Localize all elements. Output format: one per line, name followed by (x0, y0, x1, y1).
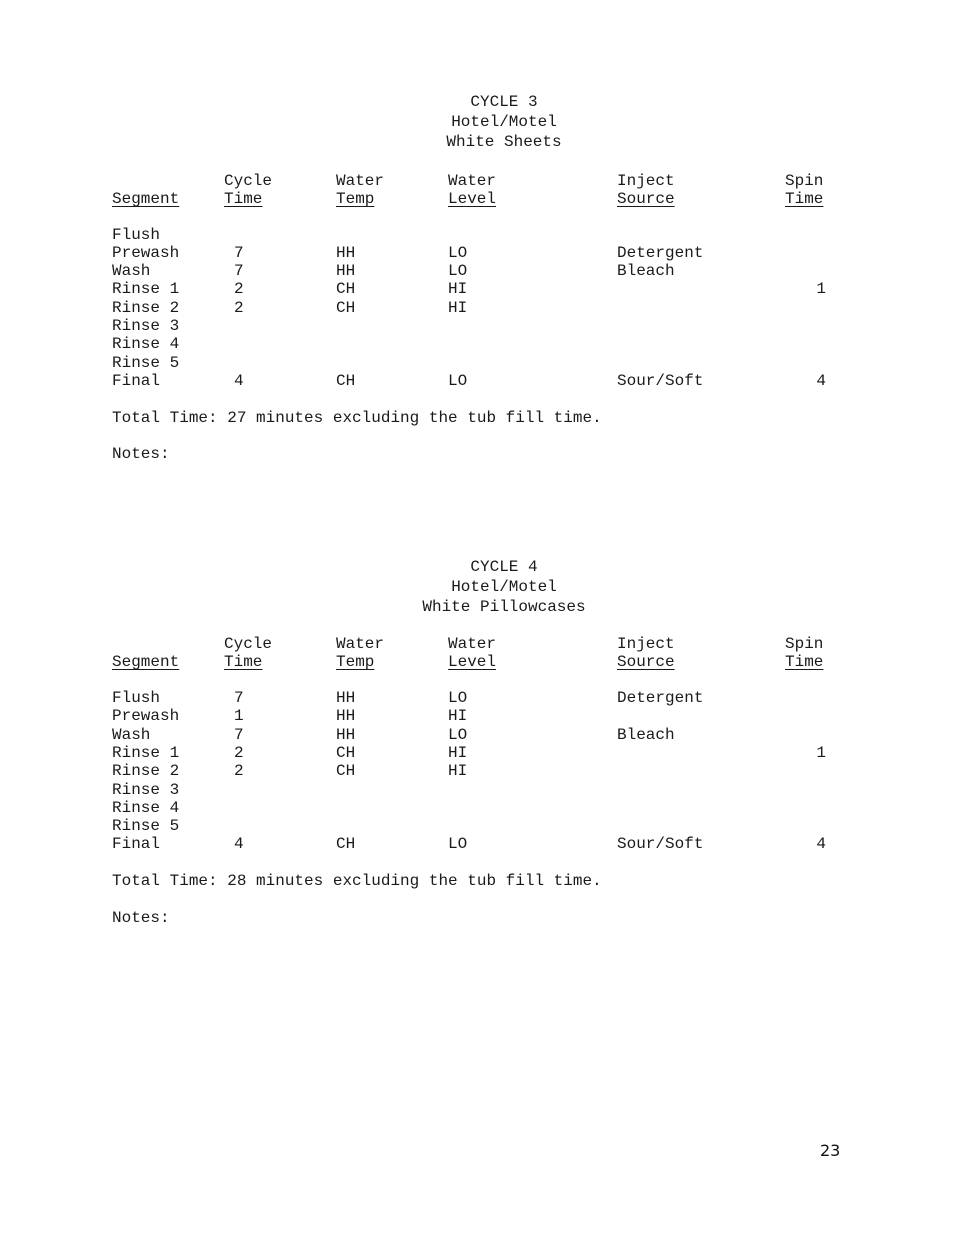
header-water-temp: Temp (336, 190, 375, 208)
row-segment: Rinse 4 (112, 335, 180, 353)
row-segment: Rinse 4 (112, 799, 180, 817)
row-segment: Final (112, 835, 161, 853)
header-spin-time: Time (785, 190, 824, 208)
notes-label: Notes: (112, 909, 170, 927)
row-segment: Final (112, 372, 161, 390)
row-cycle-time: 2 (234, 299, 244, 317)
row-cycle-time: 4 (234, 835, 244, 853)
page-number: 23 (820, 1141, 841, 1160)
row-water-temp: CH (336, 744, 356, 762)
row-water-level: LO (448, 372, 468, 390)
row-water-temp: HH (336, 726, 356, 744)
header-inject-top: Inject (617, 635, 675, 653)
row-segment: Rinse 1 (112, 280, 180, 298)
row-segment: Rinse 3 (112, 317, 180, 335)
row-water-temp: HH (336, 262, 356, 280)
header-water-level-top: Water (448, 172, 497, 190)
cycle-subtitle: Hotel/Motel (451, 578, 557, 596)
cycle-item: White Pillowcases (422, 598, 586, 616)
row-segment: Rinse 3 (112, 781, 180, 799)
row-water-level: HI (448, 280, 468, 298)
header-spin-time: Time (785, 653, 824, 671)
row-cycle-time: 2 (234, 280, 244, 298)
row-water-level: HI (448, 299, 468, 317)
row-segment: Rinse 5 (112, 354, 180, 372)
header-spin-top: Spin (785, 635, 824, 653)
row-water-temp: CH (336, 280, 356, 298)
row-water-level: LO (448, 835, 468, 853)
row-water-level: LO (448, 244, 468, 262)
row-cycle-time: 7 (234, 726, 244, 744)
header-segment: Segment (112, 653, 180, 671)
row-water-level: LO (448, 689, 468, 707)
row-segment: Rinse 1 (112, 744, 180, 762)
row-water-temp: CH (336, 372, 356, 390)
total-time: Total Time: 28 minutes excluding the tub fill time. (112, 872, 602, 890)
header-water-level: Level (448, 190, 497, 208)
header-cycle-top: Cycle (224, 172, 273, 190)
row-water-temp: HH (336, 689, 356, 707)
header-water-level: Level (448, 653, 497, 671)
row-water-level: LO (448, 726, 468, 744)
row-segment: Flush (112, 689, 161, 707)
header-cycle-time: Time (224, 190, 263, 208)
total-time: Total Time: 27 minutes excluding the tub fill time. (112, 409, 602, 427)
row-spin-time: 4 (816, 835, 826, 853)
row-inject-source: Detergent (617, 689, 704, 707)
header-spin-top: Spin (785, 172, 824, 190)
header-water-temp: Temp (336, 653, 375, 671)
row-water-temp: HH (336, 244, 356, 262)
row-cycle-time: 2 (234, 762, 244, 780)
row-inject-source: Sour/Soft (617, 835, 704, 853)
row-water-temp: HH (336, 707, 356, 725)
row-water-temp: CH (336, 762, 356, 780)
row-segment: Rinse 2 (112, 299, 180, 317)
notes-label: Notes: (112, 445, 170, 463)
row-cycle-time: 7 (234, 262, 244, 280)
row-cycle-time: 2 (234, 744, 244, 762)
row-segment: Prewash (112, 707, 180, 725)
row-inject-source: Sour/Soft (617, 372, 704, 390)
row-water-level: LO (448, 262, 468, 280)
cycle-title: CYCLE 4 (470, 558, 538, 576)
row-spin-time: 1 (816, 744, 826, 762)
row-inject-source: Bleach (617, 726, 675, 744)
row-spin-time: 1 (816, 280, 826, 298)
row-cycle-time: 7 (234, 244, 244, 262)
header-segment: Segment (112, 190, 180, 208)
row-cycle-time: 7 (234, 689, 244, 707)
row-cycle-time: 4 (234, 372, 244, 390)
row-water-level: HI (448, 744, 468, 762)
row-inject-source: Detergent (617, 244, 704, 262)
row-water-level: HI (448, 707, 468, 725)
row-segment: Rinse 2 (112, 762, 180, 780)
row-segment: Flush (112, 226, 161, 244)
header-cycle-top: Cycle (224, 635, 273, 653)
cycle-subtitle: Hotel/Motel (451, 113, 557, 131)
header-inject-source: Source (617, 653, 675, 671)
row-segment: Prewash (112, 244, 180, 262)
row-segment: Rinse 5 (112, 817, 180, 835)
row-spin-time: 4 (816, 372, 826, 390)
cycle-item: White Sheets (446, 133, 562, 151)
row-segment: Wash (112, 726, 151, 744)
header-inject-source: Source (617, 190, 675, 208)
row-water-level: HI (448, 762, 468, 780)
header-water-temp-top: Water (336, 635, 385, 653)
row-water-temp: CH (336, 835, 356, 853)
header-cycle-time: Time (224, 653, 263, 671)
cycle-title: CYCLE 3 (470, 93, 538, 111)
row-cycle-time: 1 (234, 707, 244, 725)
row-segment: Wash (112, 262, 151, 280)
row-inject-source: Bleach (617, 262, 675, 280)
header-inject-top: Inject (617, 172, 675, 190)
header-water-temp-top: Water (336, 172, 385, 190)
header-water-level-top: Water (448, 635, 497, 653)
row-water-temp: CH (336, 299, 356, 317)
